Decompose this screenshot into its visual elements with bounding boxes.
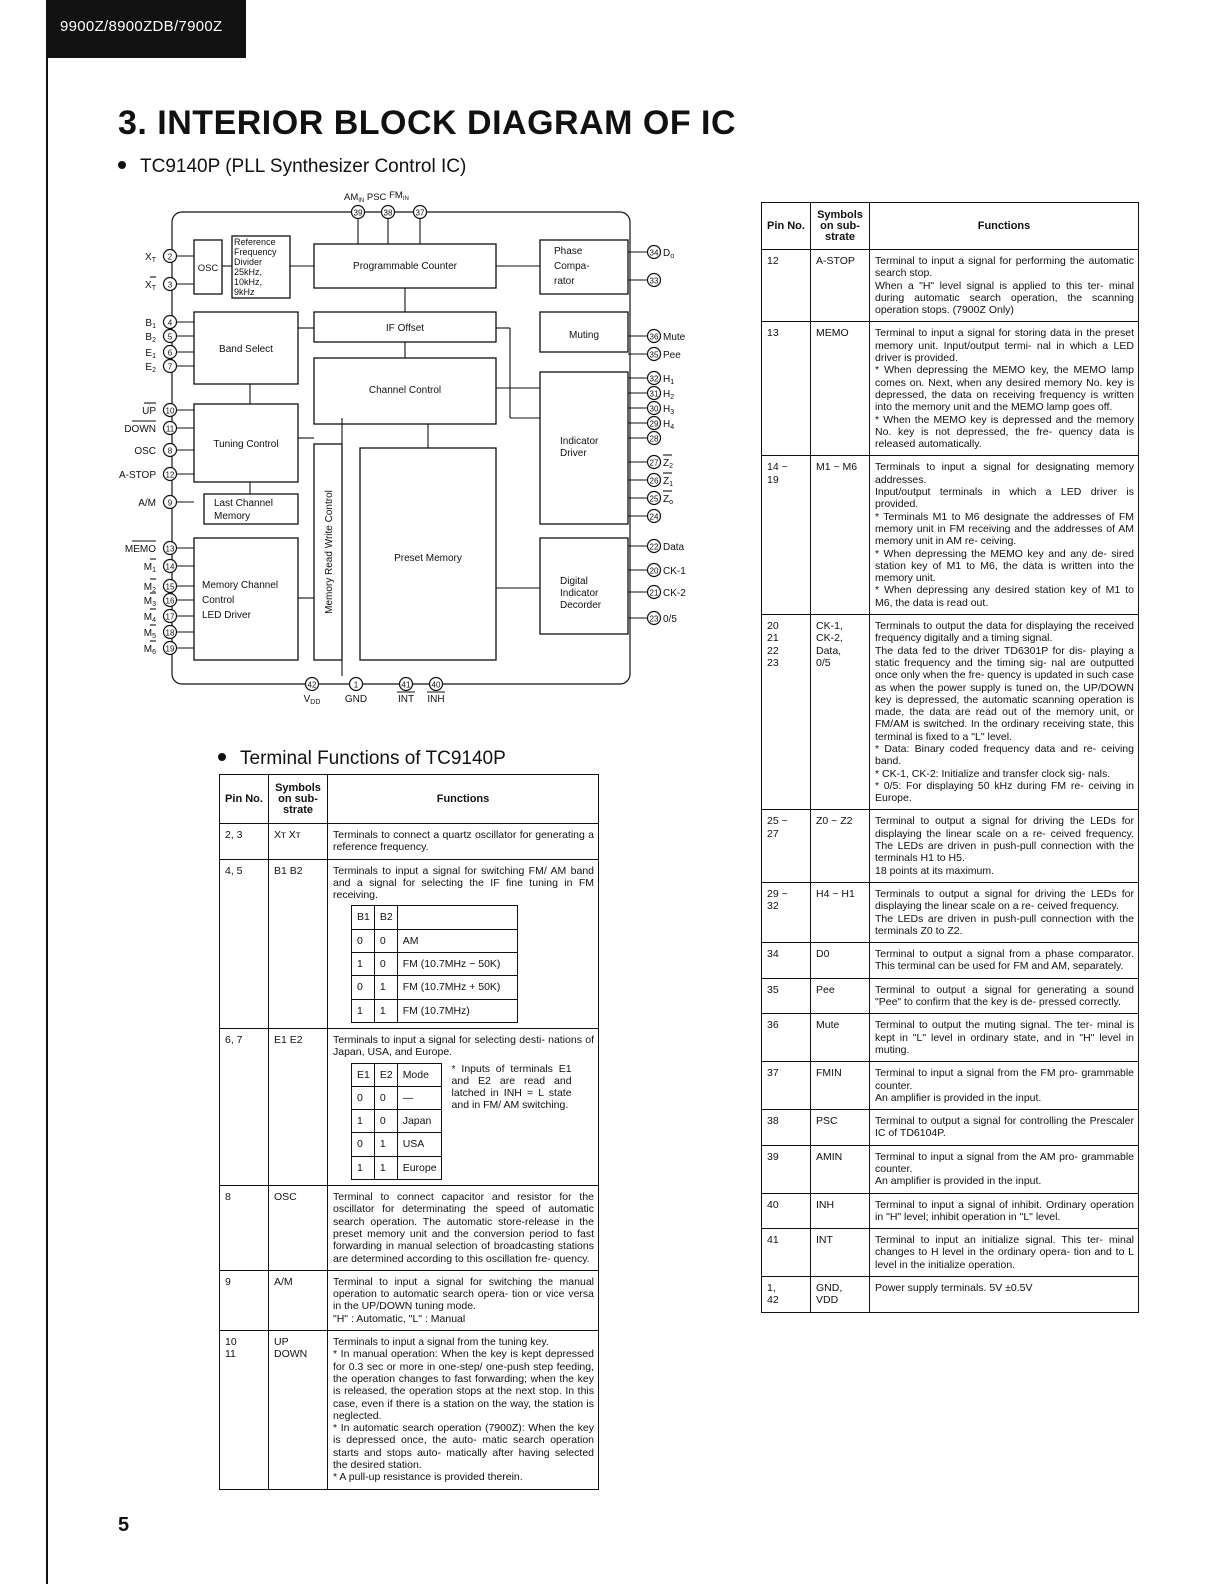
pin-cell: 8 [220, 1186, 269, 1271]
right-pin-label: CK-2 [663, 588, 686, 599]
truth-table-cell: 1 [352, 953, 375, 976]
left-pin-label: UP [142, 406, 156, 417]
right-pin-label: $Z_1$ [663, 476, 674, 488]
function-text: Terminals to output a signal for driving the LEDs for displaying the linear scale on a re- ceived frequency. The LEDs are driven in push-pull connection with the terminals Z0 to Z2. [875, 887, 1134, 937]
truth-table-cell: FM (10.7MHz) [397, 999, 517, 1022]
pin-cell: 10 11 [220, 1331, 269, 1490]
pin-number: 28 [649, 434, 659, 444]
table-row [762, 1229, 1139, 1277]
ref-divider-label: Divider [234, 257, 263, 267]
pin-number: 10 [165, 406, 175, 416]
pin-number: 22 [649, 542, 659, 552]
truth-table-cell: FM (10.7MHz − 50K) [397, 953, 517, 976]
left-pin-label: $M_5$ [143, 628, 156, 640]
function-cell [870, 615, 1139, 810]
pin-number: 24 [649, 512, 659, 522]
pin-number: 40 [431, 680, 441, 690]
pin-number: 17 [165, 612, 175, 622]
pin-number: 13 [165, 544, 175, 554]
phase-comparator-label: Phase [554, 246, 583, 257]
truth-table-header: B1 [352, 906, 375, 929]
truth-table-header [397, 906, 517, 929]
pin-number: 35 [649, 350, 659, 360]
pin-number: 34 [649, 248, 659, 258]
table-row [220, 859, 599, 1028]
right-pin-label: $Z_o$ [663, 494, 674, 506]
memory-rw-label: Memory Read Write Control [324, 490, 335, 614]
pin-number: 36 [649, 332, 659, 342]
symbol-cell: UP DOWN [269, 1331, 328, 1490]
function-cell [870, 1145, 1139, 1193]
column-header-functions: Functions [870, 203, 1139, 250]
table-row [762, 1014, 1139, 1062]
block-diagram [110, 188, 710, 713]
left-pin-label: $X_T$ [145, 252, 156, 264]
function-cell [870, 322, 1139, 456]
symbol-cell: D0 [811, 943, 870, 979]
symbol-cell: GND, VDD [811, 1277, 870, 1313]
pin-number: 29 [649, 419, 659, 429]
function-cell [870, 943, 1139, 979]
model-header: 9900Z/8900ZDB/7900Z [60, 18, 223, 35]
truth-table-cell: 1 [374, 1156, 397, 1179]
pin-cell: 40 [762, 1193, 811, 1229]
digital-indicator-label: Digital [560, 576, 588, 587]
pin-number: 41 [401, 680, 411, 690]
table-row [220, 824, 599, 860]
function-cell [328, 824, 599, 860]
bottom-pin-label: INH [427, 694, 445, 705]
function-text: Terminal to output a signal for driving the LEDs for displaying the linear scale on a re- ceived frequency. The LEDs are driven in push-pull connection with the terminals H1 to H5. 18 points at its maximum. [875, 815, 1134, 877]
right-pin-label: $H_4$ [663, 419, 675, 431]
table-row [762, 250, 1139, 322]
right-pin-label: Data [663, 542, 685, 553]
function-text: Terminal to input a signal of inhibit. Ordinary operation in "H" level; inhibit operation in "L" level. [875, 1198, 1134, 1223]
symbol-cell: B1 B2 [269, 859, 328, 1028]
table-row [762, 882, 1139, 942]
ref-divider-label: 9kHz [234, 287, 255, 297]
function-cell [328, 1270, 599, 1330]
table-row [220, 1028, 599, 1185]
symbol-cell: AMIN [811, 1145, 870, 1193]
truth-table-cell: 0 [374, 953, 397, 976]
function-cell [870, 1062, 1139, 1110]
pin-number: 6 [167, 348, 173, 358]
truth-table-cell: 1 [352, 1156, 375, 1179]
truth-table-cell: 1 [352, 999, 375, 1022]
right-pin-label: CK-1 [663, 566, 686, 577]
symbol-cell: E1 E2 [269, 1028, 328, 1185]
function-text: Terminals to input a signal from the tuning key. * In manual operation: When the key is kept depressed for 0.3 sec or more in one-step/ one-push step feeding, the operation changes to fast forwarding; when the key is released, the operation stops at the next stop. In this case, even if there is a station on the way, the station is neglected. * In automatic search operation (7900Z): When the key is depressed once, the auto- matic search operation starts and stops auto- matically after having selected the desired station. * A pull-up resistance is provided therein. [333, 1336, 594, 1484]
pin-number: 32 [649, 374, 659, 384]
left-pin-label: $M_1$ [143, 562, 156, 574]
left-pin-label: $E_1$ [145, 348, 156, 360]
pin-cell: 25 ~ 27 [762, 810, 811, 882]
function-cell [328, 1331, 599, 1490]
function-cell [870, 1277, 1139, 1313]
table-row [762, 1110, 1139, 1146]
pin-number: 31 [649, 389, 659, 399]
pin-cell: 13 [762, 322, 811, 456]
left-pin-label: $M_6$ [143, 644, 156, 656]
pin-number: 1 [353, 680, 359, 690]
pin-number: 30 [649, 404, 659, 414]
memory-channel-label: Control [202, 595, 235, 606]
pin-number: 4 [167, 318, 173, 328]
function-cell [328, 1186, 599, 1271]
right-pin-label: $H_3$ [663, 404, 675, 416]
function-text: Terminals to input a signal for switching FM/ AM band and a signal for selecting the IF fine tuning in FM receiving. [333, 864, 594, 902]
indicator-driver-label: Driver [560, 448, 587, 459]
left-pin-label: OSC [134, 446, 156, 457]
truth-table [351, 1063, 442, 1180]
function-text: Terminal to input an initialize signal. This ter- minal changes to H level in the ordinary opera- tion and to L level in the initialize operation. [875, 1234, 1134, 1271]
symbol-cell: MEMO [811, 322, 870, 456]
function-cell [870, 1110, 1139, 1146]
bullet-icon [118, 161, 126, 169]
pin-cell: 38 [762, 1110, 811, 1146]
truth-table-cell: Europe [397, 1156, 441, 1179]
function-cell [870, 1193, 1139, 1229]
function-text: Terminal to connect capacitor and resistor for the oscillator for determinating the speed of automatic search operation. The automatic store-release in the preset memory unit and the conversion period to fast forwarding in manual selection of broadcasting stations are determined according to this oscillation fre- quency. [333, 1191, 594, 1265]
column-header-pin: Pin No. [220, 775, 269, 824]
function-cell [870, 810, 1139, 882]
function-text: Terminals to input a signal for designating memory addresses. Input/output terminals in which a LED driver is provided. * Terminals M1 to M6 designate the addresses of FM memory unit in FM receiving and the addresses of AM memory unit in AM re- ceiving. * When depressing the MEMO key and any de- sired station key of M1 to M6, the data is written into the memory unit. * When depressing any desired station key of M1 to M6, the data is read out. [875, 461, 1134, 609]
ref-divider-label: 25kHz, [234, 267, 263, 277]
truth-table-header: E1 [352, 1063, 375, 1086]
column-header-symbols: Symbols on sub- strate [811, 203, 870, 250]
right-pin-label: $H_1$ [663, 374, 675, 386]
function-text: Terminal to output a signal for generating a sound "Pee" to confirm that the key is de- pressed correctly. [875, 983, 1134, 1009]
subtitle-text: TC9140P (PLL Synthesizer Control IC) [140, 156, 467, 177]
truth-table-cell: 0 [352, 929, 375, 952]
pin-number: 7 [167, 362, 173, 372]
phase-comparator-label: rator [554, 276, 575, 287]
symbol-cell: Pee [811, 978, 870, 1014]
left-margin-rule [46, 58, 48, 1584]
pin-number: 11 [165, 424, 175, 434]
truth-table-cell: 0 [352, 1133, 375, 1156]
truth-table-cell: 0 [374, 1110, 397, 1133]
truth-table-cell: 0 [374, 1086, 397, 1109]
truth-table-cell: 0 [352, 976, 375, 999]
memory-channel-label: LED Driver [202, 610, 251, 621]
pin-cell: 36 [762, 1014, 811, 1062]
pin-number: 18 [165, 628, 175, 638]
left-pin-label: $M_3$ [143, 596, 156, 608]
table-row [762, 1062, 1139, 1110]
truth-table-cell: 1 [374, 1133, 397, 1156]
function-text: Power supply terminals. 5V ±0.5V [875, 1282, 1033, 1295]
pin-cell: 6, 7 [220, 1028, 269, 1185]
symbol-cell: M1 ~ M6 [811, 456, 870, 615]
programmable-counter-label: Programmable Counter [353, 261, 457, 272]
left-pin-label: $M_2$ [143, 582, 156, 594]
right-pin-label: $H_2$ [663, 389, 675, 401]
truth-table-cell: 0 [374, 929, 397, 952]
digital-indicator-label: Decorder [560, 600, 602, 611]
symbol-cell: A-STOP [811, 250, 870, 322]
section-subtitle [118, 156, 466, 178]
pin-number: 9 [167, 498, 173, 508]
table-row [762, 978, 1139, 1014]
function-text: Terminal to output a signal for controlling the Prescaler IC of TD6104P. [875, 1115, 1134, 1140]
left-pin-label: DOWN [124, 424, 156, 435]
right-pin-label: $D_o$ [663, 248, 675, 260]
if-offset-label: IF Offset [385, 323, 425, 334]
truth-table-cell: AM [397, 929, 517, 952]
table-row [220, 1270, 599, 1330]
symbol-cell: A/M [269, 1270, 328, 1330]
bottom-pin-label: GND [344, 694, 368, 705]
truth-table-cell: Japan [397, 1110, 441, 1133]
function-cell [870, 456, 1139, 615]
pin-number: 21 [649, 588, 659, 598]
pin-cell: 12 [762, 250, 811, 322]
last-channel-label: Last Channel [214, 498, 273, 509]
pin-cell: 2, 3 [220, 824, 269, 860]
last-channel-label: Memory [214, 511, 251, 522]
truth-table-cell: — [397, 1086, 441, 1109]
ref-divider-label: 10kHz, [234, 277, 263, 287]
table-row [762, 1277, 1139, 1313]
top-pin-labels: $AM_{IN}$ PSC $FM_{IN}$ [344, 190, 409, 204]
left-pin-label: $X_T$ [145, 280, 156, 292]
truth-table-cell: USA [397, 1133, 441, 1156]
pin-cell: 37 [762, 1062, 811, 1110]
function-text: Terminal to output the muting signal. The ter- minal is kept in "L" level in ordinary state, and in "H" level in muting. [875, 1019, 1134, 1056]
function-text: Terminal to input a signal from the AM pro- grammable counter. An amplifier is provided in the input. [875, 1150, 1134, 1188]
pin-number: 5 [167, 332, 173, 342]
function-text: Terminal to input a signal for switching the manual operation to automatic search opera- tion or vice versa in the UP/DOWN tuning mode. "H" : Automatic, "L" : Manual [333, 1275, 594, 1325]
channel-control-label: Channel Control [368, 385, 442, 396]
left-pin-label: $B_2$ [145, 332, 156, 344]
left-pin-label: A/M [138, 498, 156, 509]
pin-number: 25 [649, 494, 659, 504]
table-header-row [220, 775, 599, 824]
symbol-cell: PSC [811, 1110, 870, 1146]
terminal-table-right [761, 202, 1139, 1313]
table-row [762, 456, 1139, 615]
left-pin-label: $B_1$ [145, 318, 156, 330]
terminal-title-text: Terminal Functions of TC9140P [240, 748, 506, 769]
pin-cell: 1, 42 [762, 1277, 811, 1313]
symbol-cell: H4 ~ H1 [811, 882, 870, 942]
column-header-functions: Functions [328, 775, 599, 824]
pin-number: 20 [649, 566, 659, 576]
terminal-section-title [218, 748, 506, 770]
right-pin-label: $Z_2$ [663, 458, 674, 470]
pin-cell: 34 [762, 943, 811, 979]
digital-indicator-label: Indicator [560, 588, 599, 599]
pin-number: 12 [165, 470, 175, 480]
bottom-pin-label: INT [397, 694, 415, 705]
pin-number: 14 [165, 562, 175, 572]
truth-table-cell: 1 [374, 976, 397, 999]
muting-label: Muting [568, 330, 600, 341]
function-text: Terminal to input a signal for storing data in the preset memory unit. Input/output termi- nal in which a LED driver is provided. * When depressing the MEMO key, the MEMO lamp comes on. Next, when any desired memory No. key is depressed, the data on receiving frequency is written into the memory unit and the MEMO lamp goes off. * When the MEMO key is depressed and the memory No. key is not depressed, the fre- quency data is released automatically. [875, 327, 1134, 451]
pin-cell: 35 [762, 978, 811, 1014]
memory-channel-label: Memory Channel [202, 580, 279, 591]
table-row [220, 1331, 599, 1490]
preset-memory-label: Preset Memory [394, 553, 462, 564]
function-text: Terminal to input a signal from the FM pro- grammable counter. An amplifier is provided in the input. [875, 1067, 1134, 1104]
pin-number: 8 [167, 446, 173, 456]
column-header-pin: Pin No. [762, 203, 811, 250]
pin-number: 37 [415, 208, 425, 218]
function-cell [870, 1014, 1139, 1062]
truth-table [351, 905, 518, 1022]
table-row [762, 615, 1139, 810]
truth-table-header: B2 [374, 906, 397, 929]
pin-number: 3 [167, 280, 173, 290]
function-text: Terminals to input a signal for selecting desti- nations of Japan, USA, and Europe. [333, 1033, 594, 1059]
symbol-cell: FMIN [811, 1062, 870, 1110]
symbol-cell: OSC [269, 1186, 328, 1271]
indicator-driver-label: Indicator [560, 436, 599, 447]
function-cell [328, 859, 599, 1028]
pin-number: 38 [383, 208, 393, 218]
function-cell [870, 1229, 1139, 1277]
left-pin-label: $M_4$ [143, 612, 156, 624]
bottom-pin-label: $V_{DD}$ [303, 694, 321, 706]
truth-table-cell: 1 [352, 1110, 375, 1133]
right-pin-label: Pee [663, 350, 681, 361]
tuning-control-label: Tuning Control [213, 439, 279, 450]
pin-cell: 29 ~ 32 [762, 882, 811, 942]
function-text: Terminals to connect a quartz oscillator for generating a reference frequency. [333, 829, 594, 854]
truth-table-cell: FM (10.7MHz + 50K) [397, 976, 517, 999]
pin-number: 19 [165, 644, 175, 654]
function-cell [870, 250, 1139, 322]
symbol-cell: CK-1, CK-2, Data, 0/5 [811, 615, 870, 810]
page-title: 3. INTERIOR BLOCK DIAGRAM OF IC [118, 104, 737, 142]
function-text: Terminal to output a signal from a phase comparator. This terminal can be used for FM and AM, separately. [875, 948, 1134, 973]
table-row [762, 943, 1139, 979]
pin-cell: 20 21 22 23 [762, 615, 811, 810]
osc-label: OSC [197, 263, 219, 274]
pin-number: 33 [649, 276, 659, 286]
pin-cell: 41 [762, 1229, 811, 1277]
symbol-cell: Xт Xт [269, 824, 328, 860]
right-pin-label: Mute [663, 332, 686, 343]
band-select-label: Band Select [219, 344, 273, 355]
symbol-cell: INT [811, 1229, 870, 1277]
phase-comparator-label: Compa- [554, 261, 590, 272]
function-cell [328, 1028, 599, 1185]
pin-number: 16 [165, 596, 175, 606]
function-text: Terminal to input a signal for performing the automatic search stop. When a "H" level signal is applied to this ter- minal during automatic search operation, the scanning operation stops. (7900Z Only) [875, 255, 1134, 317]
bullet-icon [218, 753, 226, 761]
table-row [762, 1145, 1139, 1193]
pin-number: 42 [307, 680, 317, 690]
ref-divider-label: Reference [234, 237, 276, 247]
left-pin-label: $E_2$ [145, 362, 156, 374]
truth-table-cell: 1 [374, 999, 397, 1022]
function-cell [870, 978, 1139, 1014]
left-pin-label: MEMO [124, 544, 156, 555]
pin-number: 2 [167, 252, 173, 262]
function-text: Terminals to output the data for displaying the received frequency digitally and a timing signal. The data fed to the driver TD6301P for dis- playing a static frequency and the timing sig- nal are outputted once only when the fre- quency is updated in such case as when the power supply is tuned on, the UP/DOWN key is depressed, the automatic scanning operation is made, the data are read out of the memory unit, or FM/AM is switched. In the ordinary receiving state, this terminal is fixed to a "L" level. * Data: Binary coded frequency data and re- ceiving band. * CK-1, CK-2: Initialize and transfer clock sig- nals. * 0/5: For displaying 50 kHz during FM re- ceiving in Europe. [875, 620, 1134, 805]
truth-table-header: E2 [374, 1063, 397, 1086]
symbol-cell: Z0 ~ Z2 [811, 810, 870, 882]
pin-number: 26 [649, 476, 659, 486]
table-row [762, 1193, 1139, 1229]
function-cell [870, 882, 1139, 942]
pin-cell: 9 [220, 1270, 269, 1330]
pin-cell: 14 ~ 19 [762, 456, 811, 615]
table-row [762, 810, 1139, 882]
pin-number: 39 [353, 208, 363, 218]
terminal-table-left [219, 774, 599, 1490]
truth-table-cell: 0 [352, 1086, 375, 1109]
table-row [762, 322, 1139, 456]
pin-cell: 39 [762, 1145, 811, 1193]
symbol-cell: INH [811, 1193, 870, 1229]
table-row [220, 1186, 599, 1271]
ref-divider-label: Frequency [234, 247, 277, 257]
symbol-cell: Mute [811, 1014, 870, 1062]
page-number: 5 [118, 1514, 130, 1536]
truth-table-header: Mode [397, 1063, 441, 1086]
pin-number: 23 [649, 614, 659, 624]
pin-number: 27 [649, 458, 659, 468]
pin-cell: 4, 5 [220, 859, 269, 1028]
right-pin-label: 0/5 [663, 614, 677, 625]
column-header-symbols: Symbols on sub- strate [269, 775, 328, 824]
table-header-row [762, 203, 1139, 250]
left-pin-label: A-STOP [118, 470, 156, 481]
pin-number: 15 [165, 582, 175, 592]
truth-table-note: * Inputs of terminals E1 and E2 are read and latched in INH = L state and in FM/ AM switching. [451, 1062, 572, 1112]
